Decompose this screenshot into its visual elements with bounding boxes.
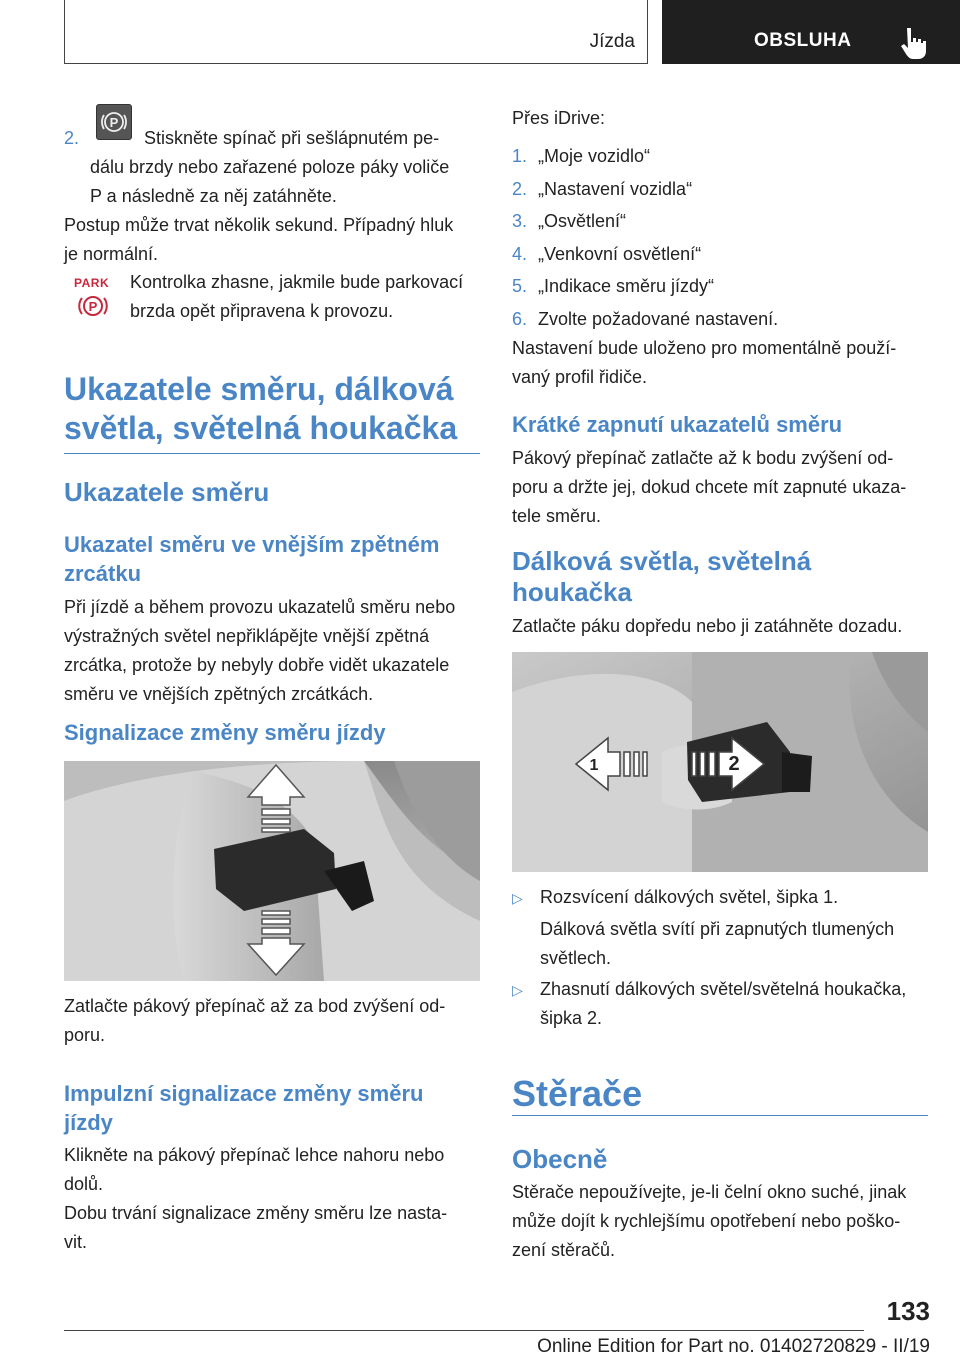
list-item bbox=[512, 175, 928, 208]
list-item bbox=[512, 975, 928, 1005]
bullet-2-line-2: šipka 2. bbox=[540, 1008, 603, 1028]
step-2-line-3: P a následně za něj zatáhněte. bbox=[90, 186, 337, 206]
mirror-line-3: zrcátka, protože by nebyly dobře vidět ukazatele bbox=[64, 655, 450, 675]
heading-impulse-line-1: Impulzní signalizace změny směru bbox=[64, 1081, 424, 1106]
heading-wipers: Stěrače bbox=[512, 1073, 643, 1114]
impulse-line-2: dolů. bbox=[64, 1174, 104, 1194]
hand-pointer-icon bbox=[894, 24, 930, 60]
heading-rule bbox=[512, 1115, 928, 1116]
mirror-line-2: výstražných světel nepřiklápějte vnější zpětná bbox=[64, 626, 430, 646]
heading-short-activation: Krátké zapnutí ukazatelů směru bbox=[512, 412, 843, 437]
electric-parking-brake-icon bbox=[96, 104, 132, 140]
footer-rule bbox=[64, 1330, 864, 1331]
list-item bbox=[512, 240, 928, 273]
heading-indicators-lights-line-1: Ukazatele směru, dálková bbox=[64, 371, 454, 407]
short-line-3: tele směru. bbox=[512, 506, 602, 526]
signal-line-2: poru. bbox=[64, 1025, 106, 1045]
impulse-line-1: Klikněte na pákový přepínač lehce nahoru nebo bbox=[64, 1145, 445, 1165]
list-item-number: 6. bbox=[512, 308, 528, 329]
general-line-2: může dojít k rychlejšímu opotřebení nebo poško- bbox=[512, 1211, 901, 1231]
list-item-number: 3. bbox=[512, 211, 528, 231]
save-line-1: Nastavení bude uloženo pro momentálně použí- bbox=[512, 338, 897, 358]
list-item bbox=[512, 272, 928, 305]
idrive-steps-list bbox=[512, 142, 928, 337]
heading-indicators: Ukazatele směru bbox=[64, 477, 270, 507]
general-line-3: zení stěračů. bbox=[512, 1240, 616, 1260]
mirror-line-4: směru ve vnějších zpětných zrcátkách. bbox=[64, 684, 374, 704]
arrow-label-2: 2 bbox=[728, 753, 740, 775]
triangle-bullet-icon: ▷ bbox=[512, 982, 523, 998]
list-item-text: Zvolte požadované nastavení. bbox=[538, 308, 779, 329]
high-beam-text: Zatlačte páku dopředu nebo ji zatáhněte dozadu. bbox=[512, 616, 903, 636]
save-line-2: vaný profil řidiče. bbox=[512, 367, 648, 387]
park-label: PARK bbox=[74, 276, 110, 290]
list-item bbox=[512, 305, 928, 338]
short-line-2: poru a držte jej, dokud chcete mít zapnuté ukaza- bbox=[512, 477, 907, 497]
heading-indicators-lights-line-2: světla, světelná houkačka bbox=[64, 410, 458, 446]
park-warning-icon bbox=[70, 276, 116, 322]
header-tab-label: OBSLUHA bbox=[754, 30, 852, 51]
bullet-2-text: Zhasnutí dálkových světel/světelná houkačka, bbox=[540, 979, 907, 999]
turn-signal-stalk-illustration bbox=[64, 761, 480, 981]
list-item-number: 1. bbox=[512, 146, 528, 166]
list-item bbox=[512, 142, 928, 175]
header-section-box bbox=[64, 0, 648, 64]
idrive-intro: Přes iDrive: bbox=[512, 108, 606, 128]
heading-mirror-indicator-line-1: Ukazatel směru ve vnějším zpětném bbox=[64, 532, 440, 557]
general-line-1: Stěrače nepoužívejte, je-li čelní okno suché, jinak bbox=[512, 1182, 907, 1202]
step-2-line-2: dálu brzdy nebo zařazené poloze páky voliče bbox=[90, 157, 450, 177]
heading-mirror-indicator-line-2: zrcátku bbox=[64, 561, 142, 586]
bullet-1-sub-line-1: Dálková světla svítí při zapnutých tlumených bbox=[540, 919, 895, 939]
signal-line-1: Zatlačte pákový přepínač až za bod zvýšení od- bbox=[64, 996, 446, 1016]
header-section-title: Jízda bbox=[589, 31, 635, 52]
svg-text:P: P bbox=[88, 299, 98, 314]
list-item-number: 4. bbox=[512, 243, 528, 264]
list-item-text: „Indikace směru jízdy“ bbox=[538, 276, 715, 296]
header-tab[interactable] bbox=[662, 0, 960, 64]
park-line-2: brzda opět připravena k provozu. bbox=[130, 301, 394, 321]
list-item-text: „Venkovní osvětlení“ bbox=[538, 243, 702, 264]
note-line-2: je normální. bbox=[64, 244, 159, 264]
list-item-text: „Nastavení vozidla“ bbox=[538, 178, 693, 199]
step-2-number: 2. bbox=[64, 128, 80, 148]
bullet-1-sub-line-2: světlech. bbox=[540, 948, 612, 968]
park-line-1: Kontrolka zhasne, jakmile bude parkovací bbox=[130, 272, 464, 292]
duration-line-2: vit. bbox=[64, 1232, 88, 1252]
heading-general: Obecně bbox=[512, 1144, 608, 1174]
step-2-line-1: Stiskněte spínač při sešlápnutém pe- bbox=[144, 128, 440, 148]
svg-text:P: P bbox=[109, 115, 119, 130]
heading-high-beam-line-1: Dálková světla, světelná bbox=[512, 546, 812, 576]
note-line-1: Postup může trvat několik sekund. Případný hluk bbox=[64, 215, 454, 235]
list-item bbox=[512, 883, 928, 913]
heading-high-beam-line-2: houkačka bbox=[512, 577, 632, 607]
bullet-1-text: Rozsvícení dálkových světel, šipka 1. bbox=[540, 887, 839, 907]
duration-line-1: Dobu trvání signalizace změny směru lze nasta- bbox=[64, 1203, 448, 1223]
list-item-number: 2. bbox=[512, 178, 528, 199]
list-item-text: „Moje vozidlo“ bbox=[538, 146, 651, 166]
footer-edition: Online Edition for Part no. 01402720829 - II/19 bbox=[537, 1336, 930, 1357]
triangle-bullet-icon: ▷ bbox=[512, 890, 523, 906]
mirror-line-1: Při jízdě a během provozu ukazatelů směru nebo bbox=[64, 597, 456, 617]
heading-rule bbox=[64, 453, 480, 454]
page-number: 133 bbox=[886, 1296, 930, 1326]
short-line-1: Pákový přepínač zatlačte až k bodu zvýšení od- bbox=[512, 448, 894, 468]
arrow-label-1: 1 bbox=[589, 757, 599, 774]
heading-impulse-line-2: jízdy bbox=[64, 1110, 113, 1135]
list-item-number: 5. bbox=[512, 276, 528, 296]
list-item-text: „Osvětlení“ bbox=[538, 211, 627, 231]
list-item bbox=[512, 207, 928, 240]
heading-turn-signal: Signalizace změny směru jízdy bbox=[64, 720, 386, 745]
high-beam-stalk-illustration bbox=[512, 652, 928, 872]
